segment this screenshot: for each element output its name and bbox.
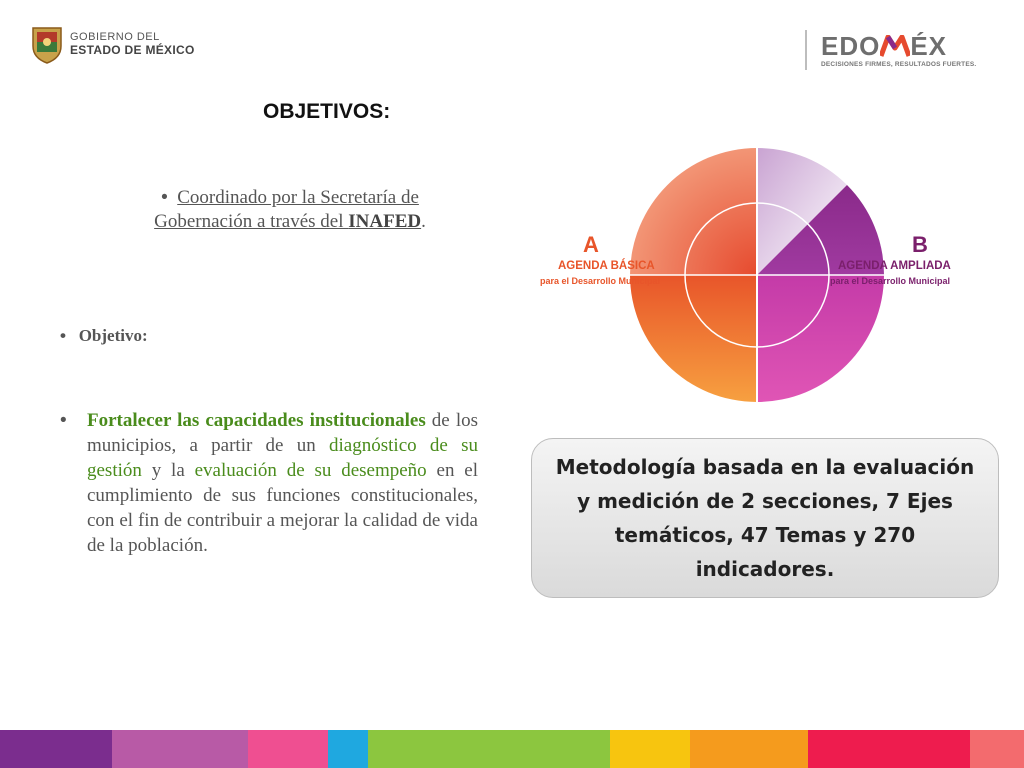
para-green-2: evaluación de su desempeño	[194, 460, 427, 481]
coord-line2-post: .	[421, 211, 426, 232]
footer-segment	[610, 730, 690, 768]
coord-bullet: •	[161, 187, 168, 208]
quadrant-bottom-right	[757, 275, 884, 402]
edo-tagline: DECISIONES FIRMES, RESULTADOS FUERTES.	[821, 60, 977, 68]
footer-segment	[112, 730, 248, 768]
quadrant-top-left	[630, 148, 757, 275]
edomex-m-icon	[880, 35, 910, 57]
logo-divider	[805, 30, 807, 70]
agenda-a-title: AGENDA BÁSICA	[558, 260, 655, 272]
footer-segment	[690, 730, 808, 768]
objetivo-dot: •	[60, 326, 66, 345]
footer-segment	[0, 730, 112, 768]
quadrant-bottom-left	[630, 275, 757, 402]
coord-line1: Coordinado por la Secretaría de	[177, 187, 419, 208]
agenda-b-subtitle: para el Desarrollo Municipal	[830, 276, 951, 286]
footer-segment	[328, 730, 368, 768]
para-text-2: y la	[141, 460, 195, 481]
gov-line1: GOBIERNO DEL	[70, 31, 160, 43]
para-text-3: en el cumplimiento de sus funciones constitucionales, con el fin de contribuir a mejorar la calidad de vida de la población.	[87, 460, 478, 556]
para-bullet: •	[60, 410, 67, 431]
para-text-1: de los municipios, a partir de un	[87, 410, 478, 456]
para-bold-green: Fortalecer las capacidades institucionales	[87, 410, 426, 431]
objetivo-bullet	[60, 326, 148, 346]
footer-segment	[808, 730, 970, 768]
edomex-logo	[805, 30, 976, 70]
para-green-1: diagnóstico de su gestión	[87, 435, 478, 481]
methodology-callout	[531, 438, 999, 598]
objective-paragraph	[60, 408, 478, 558]
footer-segment	[248, 730, 328, 768]
objetivo-label: Objetivo:	[78, 326, 148, 345]
coord-line2-bold: INAFED	[348, 211, 422, 232]
coat-of-arms-icon	[30, 24, 64, 64]
agenda-b-title: AGENDA AMPLIADA	[838, 260, 951, 272]
footer-segment	[970, 730, 1024, 768]
agenda-b-letter: B	[912, 232, 928, 257]
edo-logo-pre: EDO	[821, 30, 881, 61]
gov-line2: ESTADO DE MÉXICO	[70, 43, 195, 57]
methodology-text: Metodología basada en la evaluación y medición de 2 secciones, 7 Ejes temáticos, 47 Temas y 270 indicadores.	[555, 455, 975, 581]
page-title: OBJETIVOS:	[263, 100, 391, 123]
agenda-a-subtitle: para el Desarrollo Municipal	[540, 276, 661, 286]
coordination-bullet	[110, 186, 470, 234]
agenda-a-letter: A	[583, 232, 599, 257]
footer-segment	[368, 730, 610, 768]
coord-line2-pre: Gobernación a través del	[154, 211, 349, 232]
footer-color-bar	[0, 730, 1024, 768]
gov-logo	[30, 24, 195, 64]
agenda-circle-diagram	[530, 140, 990, 410]
edo-logo-post: ÉX	[910, 30, 948, 61]
